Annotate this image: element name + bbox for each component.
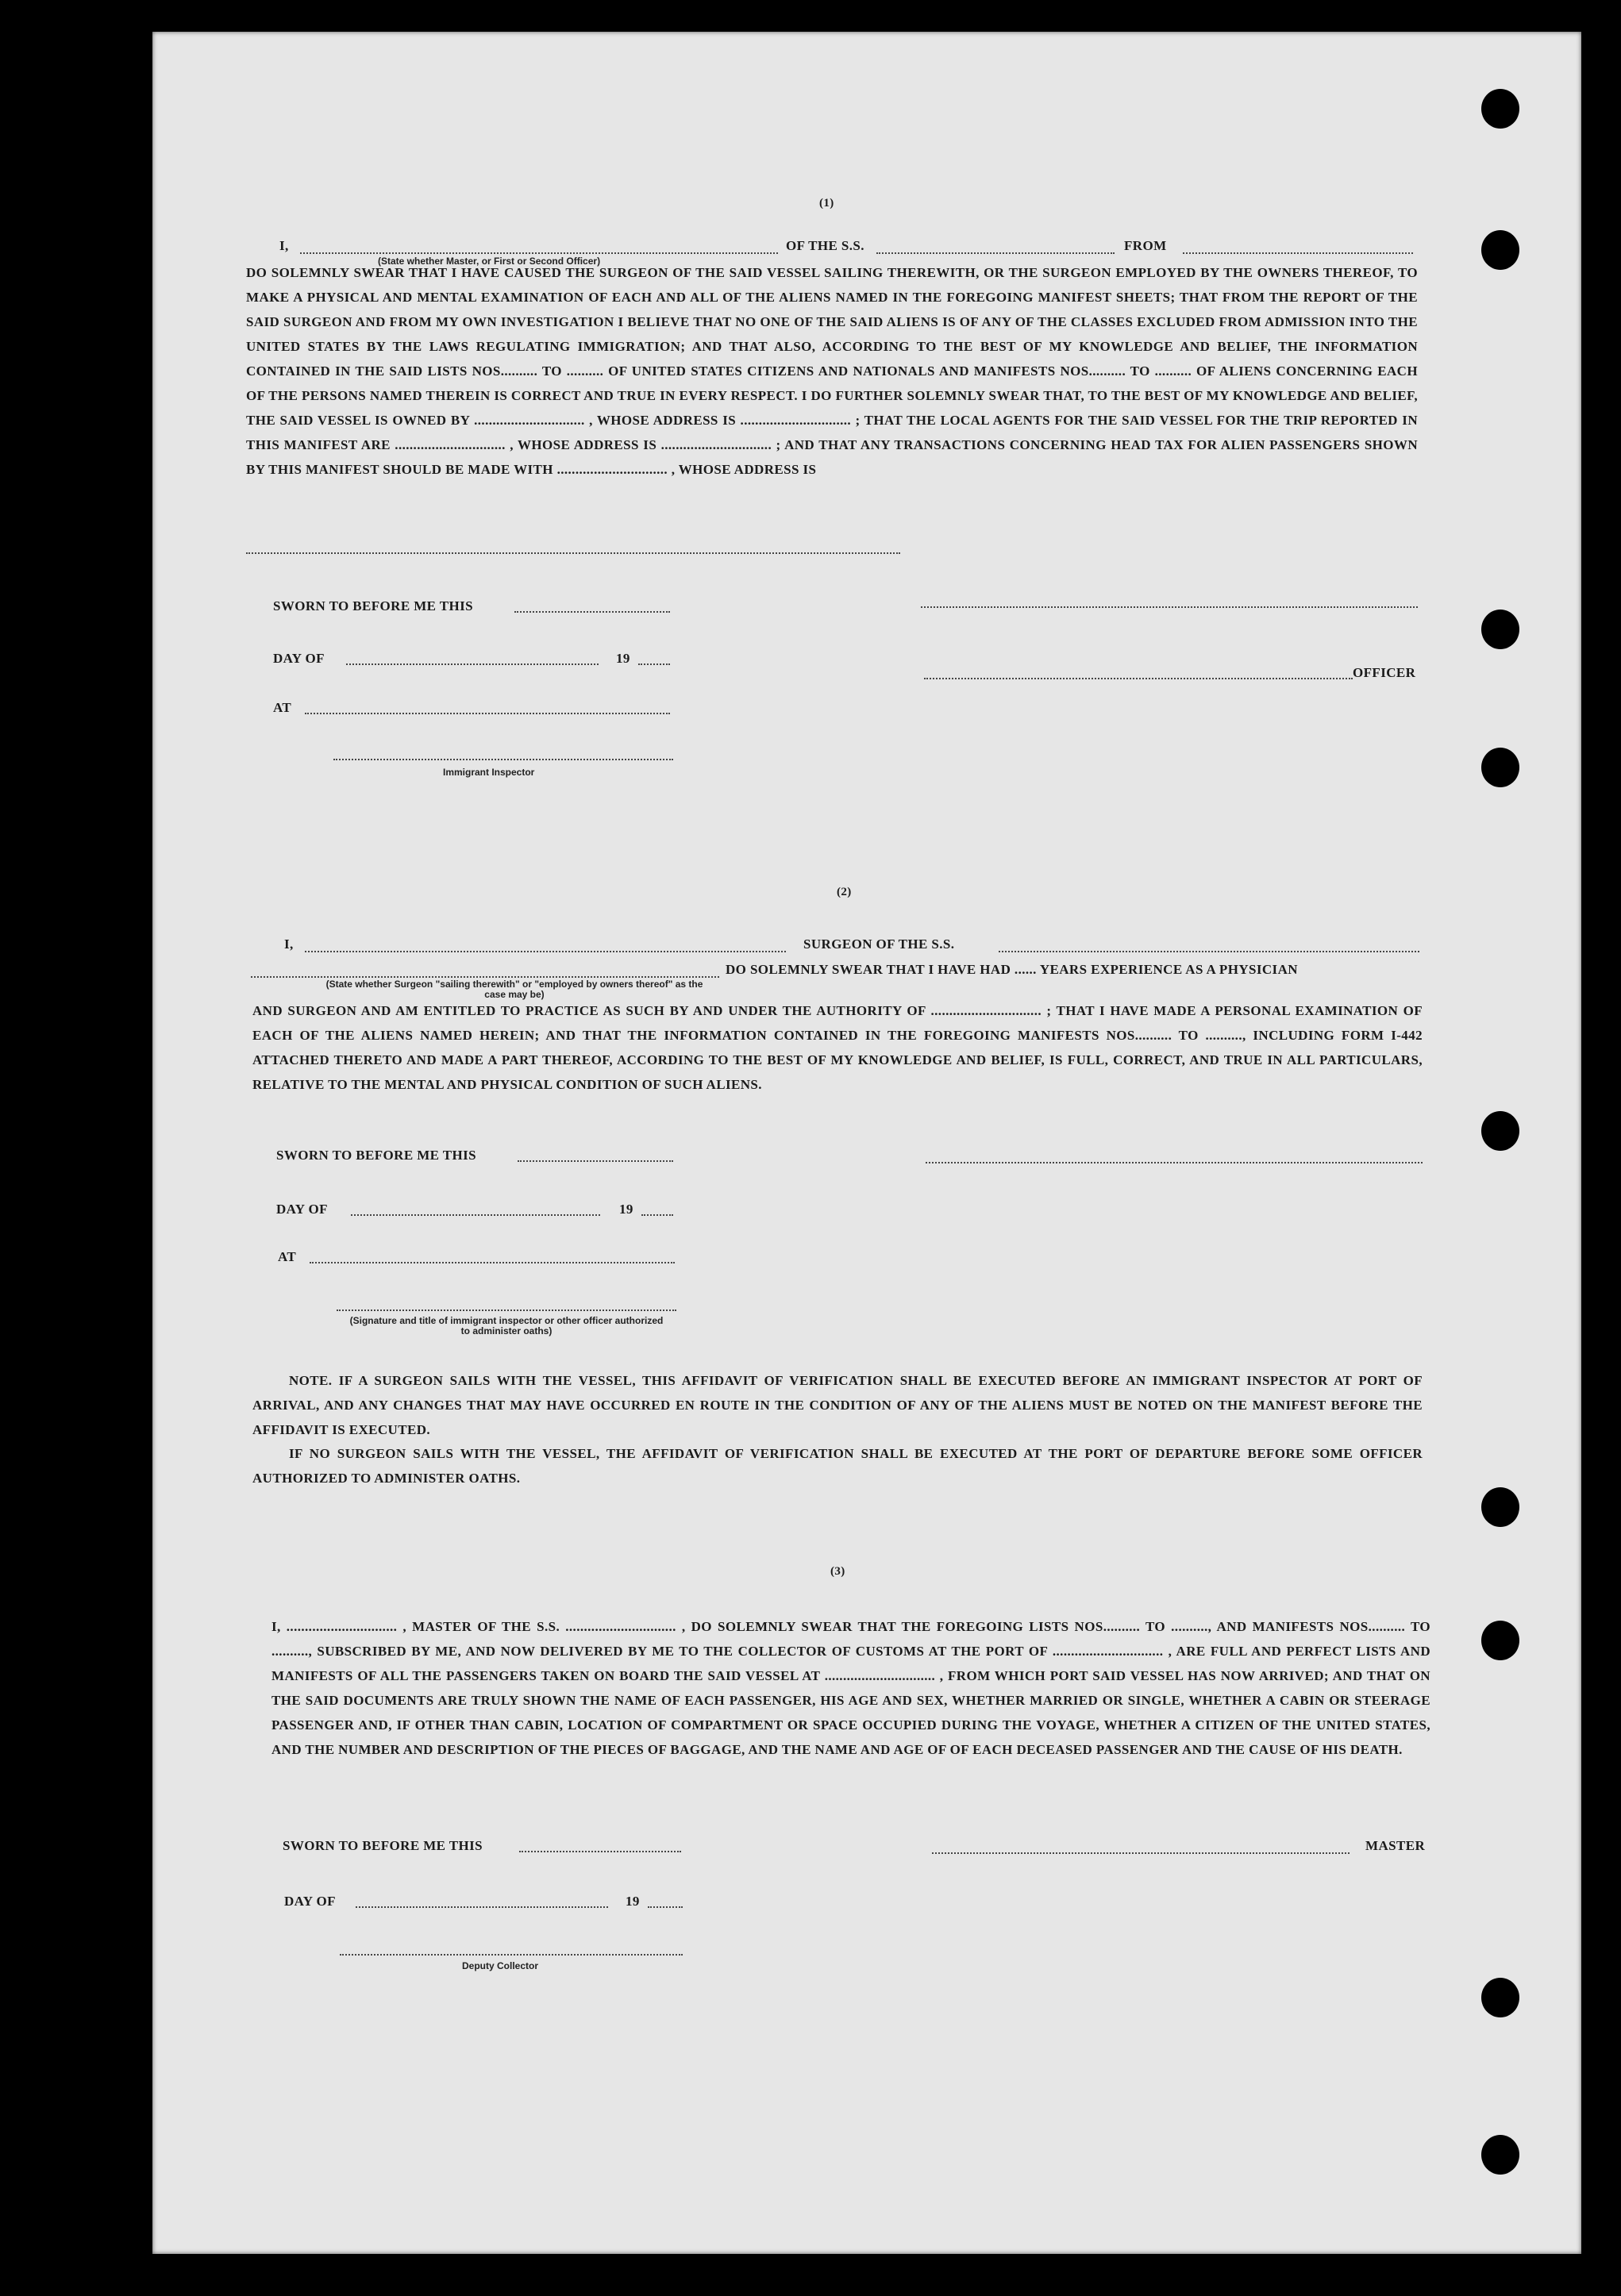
section-3-paragraph: I, .............................. , MASTER OF THE S.S. .............................. , DO SOLEMNLY SWEAR THAT THE FOREGOING LISTS NOS.......... TO .........., AND MANIFESTS NOS.......... TO .........., SUBSCRIBED BY ME, AND NOW DELIVERED BY ME TO THE COLLECTOR OF CUSTOMS AT THE PORT OF .............................. , ARE FULL AND PERFECT LISTS AND MANIFESTS OF ALL THE PASSENGERS TAKEN ON BOARD THE SAID VESSEL AT .............................. , FROM WHICH PORT SAID VESSEL HAS NOW ARRIVED; AND THAT ON THE SAID DOCUMENTS ARE TRULY SHOWN THE NAME OF EACH PASSENGER, HIS AGE AND SEX, WHETHER MARRIED OR SINGLE, WHETHER A CABIN OR STEERAGE PASSENGER AND, IF OTHER THAN CABIN, LOCATION OF COMPARTMENT OR SPACE OCCUPIED DURING THE VOYAGE, WHETHER A CITIZEN OF THE UNITED STATES, AND THE NUMBER AND DESCRIPTION OF THE PIECES OF BAGGAGE, AND THE NAME AND AGE OF OF EACH DECEASED PASSENGER AND THE CAUSE OF HIS DEATH. [271, 1619, 1430, 1757]
surgeon-of-label: SURGEON OF THE S.S. [803, 936, 955, 952]
section-2-number: (2) [837, 886, 852, 898]
vessel-name-line[interactable] [876, 252, 1115, 254]
line1-i: I, [279, 238, 289, 253]
signature-title-line[interactable] [337, 1310, 676, 1311]
sworn-label-2: SWORN TO BEFORE ME THIS [276, 1148, 476, 1163]
punch-hole [1481, 1978, 1519, 2017]
signature-line-2[interactable] [926, 1162, 1423, 1163]
at-label-1: AT [273, 700, 292, 715]
line1-from: FROM [1124, 238, 1167, 253]
sworn-date-line-3[interactable] [519, 1851, 681, 1852]
punch-hole [1481, 89, 1519, 129]
punch-hole [1481, 1487, 1519, 1527]
punch-hole [1481, 230, 1519, 270]
day-of-line-3[interactable] [356, 1906, 608, 1908]
year-label-1: 19 [616, 651, 630, 666]
year-label-2: 19 [619, 1202, 633, 1217]
sworn-date-line-2[interactable] [518, 1160, 673, 1162]
at-line-1[interactable] [305, 713, 670, 714]
note-2: IF NO SURGEON SAILS WITH THE VESSEL, THE AFFIDAVIT OF VERIFICATION SHALL BE EXECUTED AT THE PORT OF DEPARTURE BEFORE SOME OFFICER AUTHORIZED TO ADMINISTER OATHS. [252, 1446, 1423, 1486]
master-caption: (State whether Master, or First or Second Officer) [378, 256, 601, 267]
line1-of-the-ss: OF THE S.S. [786, 238, 864, 253]
year-line-3[interactable] [648, 1906, 683, 1908]
officer-line[interactable] [924, 678, 1353, 679]
master-signature-line[interactable] [932, 1852, 1350, 1854]
surgeon-caption: (State whether Surgeon "sailing therewith" or "employed by owners thereof" as the case may be) [325, 979, 703, 1000]
year-line-1[interactable] [638, 663, 670, 665]
sworn-date-line-1[interactable] [514, 611, 670, 613]
year-label-3: 19 [626, 1894, 640, 1909]
punch-hole [1481, 1621, 1519, 1660]
day-of-label-3: DAY OF [284, 1894, 336, 1909]
inspector-line[interactable] [333, 759, 673, 760]
at-line-2[interactable] [310, 1262, 675, 1263]
punch-hole [1481, 748, 1519, 787]
master-name-line[interactable] [300, 252, 778, 254]
at-label-2: AT [278, 1249, 297, 1264]
note-1: NOTE. IF A SURGEON SAILS WITH THE VESSEL, THIS AFFIDAVIT OF VERIFICATION SHALL BE EXECUTED BEFORE AN IMMIGRANT INSPECTOR AT PORT OF ARRIVAL, AND ANY CHANGES THAT MAY HAVE OCCURRED EN ROUTE IN THE CONDITION OF ANY OF THE ALIENS MUST BE NOTED ON THE MANIFEST BEFORE THE AFFIDAVIT IS EXECUTED. [252, 1373, 1423, 1437]
day-of-line-2[interactable] [351, 1214, 600, 1216]
year-line-2[interactable] [641, 1214, 673, 1216]
punch-hole [1481, 1111, 1519, 1151]
agent-address-line[interactable] [246, 552, 900, 554]
signature-line-1[interactable] [921, 606, 1418, 608]
inspector-caption: Immigrant Inspector [443, 767, 535, 778]
section-1-paragraph: DO SOLEMNLY SWEAR THAT I HAVE CAUSED THE SURGEON OF THE SAID VESSEL SAILING THEREWITH, OR THE SURGEON EMPLOYED BY THE OWNERS THEREOF, TO MAKE A PHYSICAL AND MENTAL EXAMINATION OF EACH AND ALL OF THE ALIENS NAMED IN THE FOREGOING MANIFEST SHEETS; THAT FROM THE REPORT OF THE SAID SURGEON AND FROM MY OWN INVESTIGATION I BELIEVE THAT NO ONE OF THE SAID ALIENS IS OF ANY OF THE CLASSES EXCLUDED FROM ADMISSION INTO THE UNITED STATES BY THE LAWS REGULATING IMMIGRATION; AND THAT ALSO, ACCORDING TO THE BEST OF MY KNOWLEDGE AND BELIEF, THE INFORMATION CONTAINED IN THE SAID LISTS NOS.......... TO .......... OF UNITED STATES CITIZENS AND NATIONALS AND MANIFESTS NOS.......... TO .......... OF ALIENS CONCERNING EACH OF THE PERSONS NAMED THEREIN IS CORRECT AND TRUE IN EVERY RESPECT. I DO FURTHER SOLEMNLY SWEAR THAT, TO THE BEST OF MY KNOWLEDGE AND BELIEF, THE SAID VESSEL IS OWNED BY .............................. , WHOSE ADDRESS IS .............................. ; THAT THE LOCAL AGENTS FOR THE SAID VESSEL FOR THE TRIP REPORTED IN THIS MANIFEST ARE .............................. , WHOSE ADDRESS IS .............................. ; AND THAT ANY TRANSACTIONS CONCERNING HEAD TAX FOR ALIEN PASSENGERS SHOWN BY THIS MANIFEST SHOULD BE MADE WITH .............................. , WHOSE ADDRESS IS [246, 265, 1418, 477]
day-of-label-1: DAY OF [273, 651, 325, 666]
section-1-number: (1) [819, 197, 834, 210]
collector-caption: Deputy Collector [462, 1960, 539, 1971]
section-3-number: (3) [830, 1565, 845, 1578]
collector-line[interactable] [340, 1954, 683, 1956]
punch-hole [1481, 2135, 1519, 2175]
from-port-line[interactable] [1183, 252, 1413, 254]
signature-caption: (Signature and title of immigrant inspector or other officer authorized to administer oaths) [349, 1315, 664, 1336]
section-2-paragraph: AND SURGEON AND AM ENTITLED TO PRACTICE AS SUCH BY AND UNDER THE AUTHORITY OF .............................. ; THAT I HAVE MADE A PERSONAL EXAMINATION OF EACH OF THE ALIENS NAMED HEREIN; AND THAT THE INFORMATION CONTAINED IN THE FOREGOING MANIFESTS NOS.......... TO .........., INCLUDING FORM I-442 ATTACHED THERETO AND MADE A PART THEREOF, ACCORDING TO THE BEST OF MY KNOWLEDGE AND BELIEF, IS FULL, CORRECT, AND TRUE IN ALL PARTICULARS, RELATIVE TO THE MENTAL AND PHYSICAL CONDITION OF SUCH ALIENS. [252, 1003, 1423, 1092]
officer-label: OFFICER [1353, 665, 1416, 680]
surgeon-vessel-line[interactable] [999, 951, 1419, 952]
surgeon-line-2: DO SOLEMNLY SWEAR THAT I HAVE HAD ...... YEARS EXPERIENCE AS A PHYSICIAN [726, 962, 1298, 977]
surgeon-name-line[interactable] [305, 951, 786, 952]
sworn-label-3: SWORN TO BEFORE ME THIS [283, 1838, 483, 1853]
line-i-2: I, [284, 936, 294, 952]
surgeon-status-line[interactable] [251, 976, 719, 978]
day-of-label-2: DAY OF [276, 1202, 328, 1217]
punch-hole [1481, 610, 1519, 649]
day-of-line-1[interactable] [346, 663, 599, 665]
sworn-label-1: SWORN TO BEFORE ME THIS [273, 598, 473, 613]
master-label: MASTER [1365, 1838, 1426, 1853]
